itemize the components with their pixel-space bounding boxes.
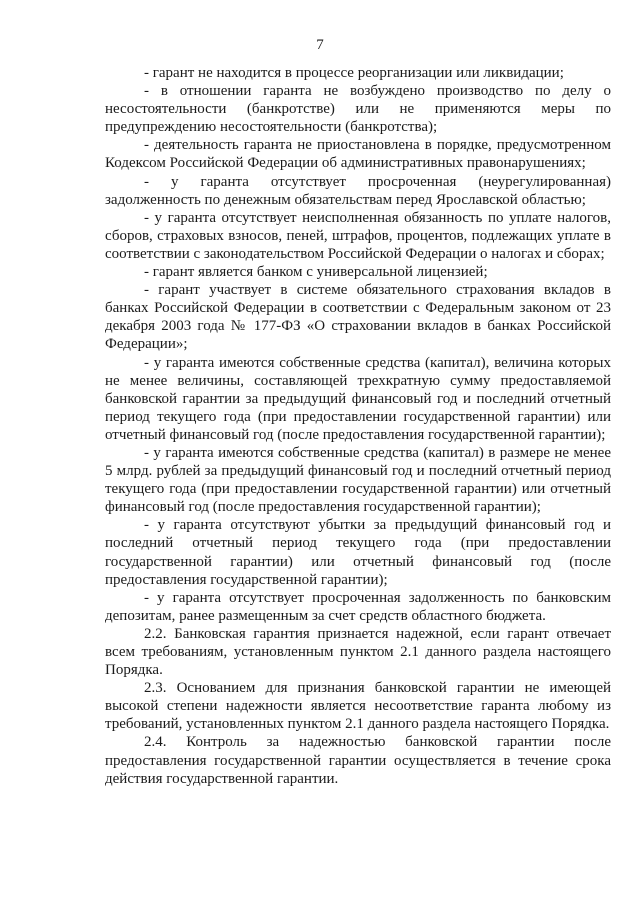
list-item-activity-not-suspended: - деятельность гаранта не приостановлена в порядке, предусмотренном Кодексом Российской Федерации об административных правонарушениях;: [105, 137, 611, 172]
document-body: [105, 64, 611, 788]
list-item-capital-threefold: - у гаранта имеются собственные средства (капитал), величина которых не менее величины, составляющей трехкратную сумму предоставляемой банковской гарантии за предыдущий финансовый год и последний отчетный период текущего года (при предоставлении государственной гарантии) или отчетный финансовый год (после предоставления государственной гарантии);: [105, 354, 611, 443]
list-item-no-bankruptcy: - в отношении гаранта не возбуждено производство по делу о несостоятельности (банкротстве) или не применяются меры по предупреждению несостоятельности (банкротства);: [105, 83, 611, 136]
list-item-no-deposit-arrears: - у гаранта отсутствует просроченная задолженность по банковским депозитам, ранее размещенным за счет средств областного бюджета.: [105, 589, 611, 624]
section-2-2: 2.2. Банковская гарантия признается надежной, если гарант отвечает всем требованиям, установленным пунктом 2.1 данного раздела настоящего Порядка.: [105, 625, 611, 679]
list-item-no-losses: - у гаранта отсутствуют убытки за предыдущий финансовый год и последний отчетный период текущего года (при предоставлении государственной гарантии) или отчетный финансовый год (после предоставления государственной гарантии);: [105, 517, 611, 588]
list-item-capital-5-billion: - у гаранта имеются собственные средства (капитал) в размере не менее 5 млрд. рублей за предыдущий финансовый год и последний отчетный период текущего года (при предоставлении государственной гарантии) или отчетный финансовый год (после предоставления государственной гарантии);: [105, 444, 611, 516]
section-2-4: 2.4. Контроль за надежностью банковской гарантии после предоставления государственной гарантии осуществляется в течение срока действия государственной гарантии.: [105, 734, 611, 787]
section-2-3: 2.3. Основанием для признания банковской гарантии не имеющей высокой степени надежности является несоответствие гаранта любому из требований, установленных пунктом 2.1 данного раздела настоящего Порядка.: [105, 680, 611, 733]
list-item-not-reorganizing: - гарант не находится в процессе реорганизации или ликвидации;: [144, 65, 564, 81]
list-item-universal-license: - гарант является банком с универсальной лицензией;: [144, 264, 488, 281]
list-item-no-tax-arrears: - у гаранта отсутствует неисполненная обязанность по уплате налогов, сборов, страховых взносов, пеней, штрафов, процентов, подлежащих уплате в соответствии с законодательством Российской Федерации о налогах и сборах;: [105, 209, 611, 262]
list-item-deposit-insurance: - гарант участвует в системе обязательного страхования вкладов в банках Российской Федерации в соответствии с Федеральным законом от 23 декабря 2003 года № 177-ФЗ «О страховании вкладов в банках Российской Федерации»;: [105, 282, 611, 353]
list-item-no-overdue-debt: - у гаранта отсутствует просроченная (неурегулированная) задолженность по денежным обязательствам перед Ярославской областью;: [105, 173, 611, 208]
page-number: 7: [316, 37, 324, 53]
